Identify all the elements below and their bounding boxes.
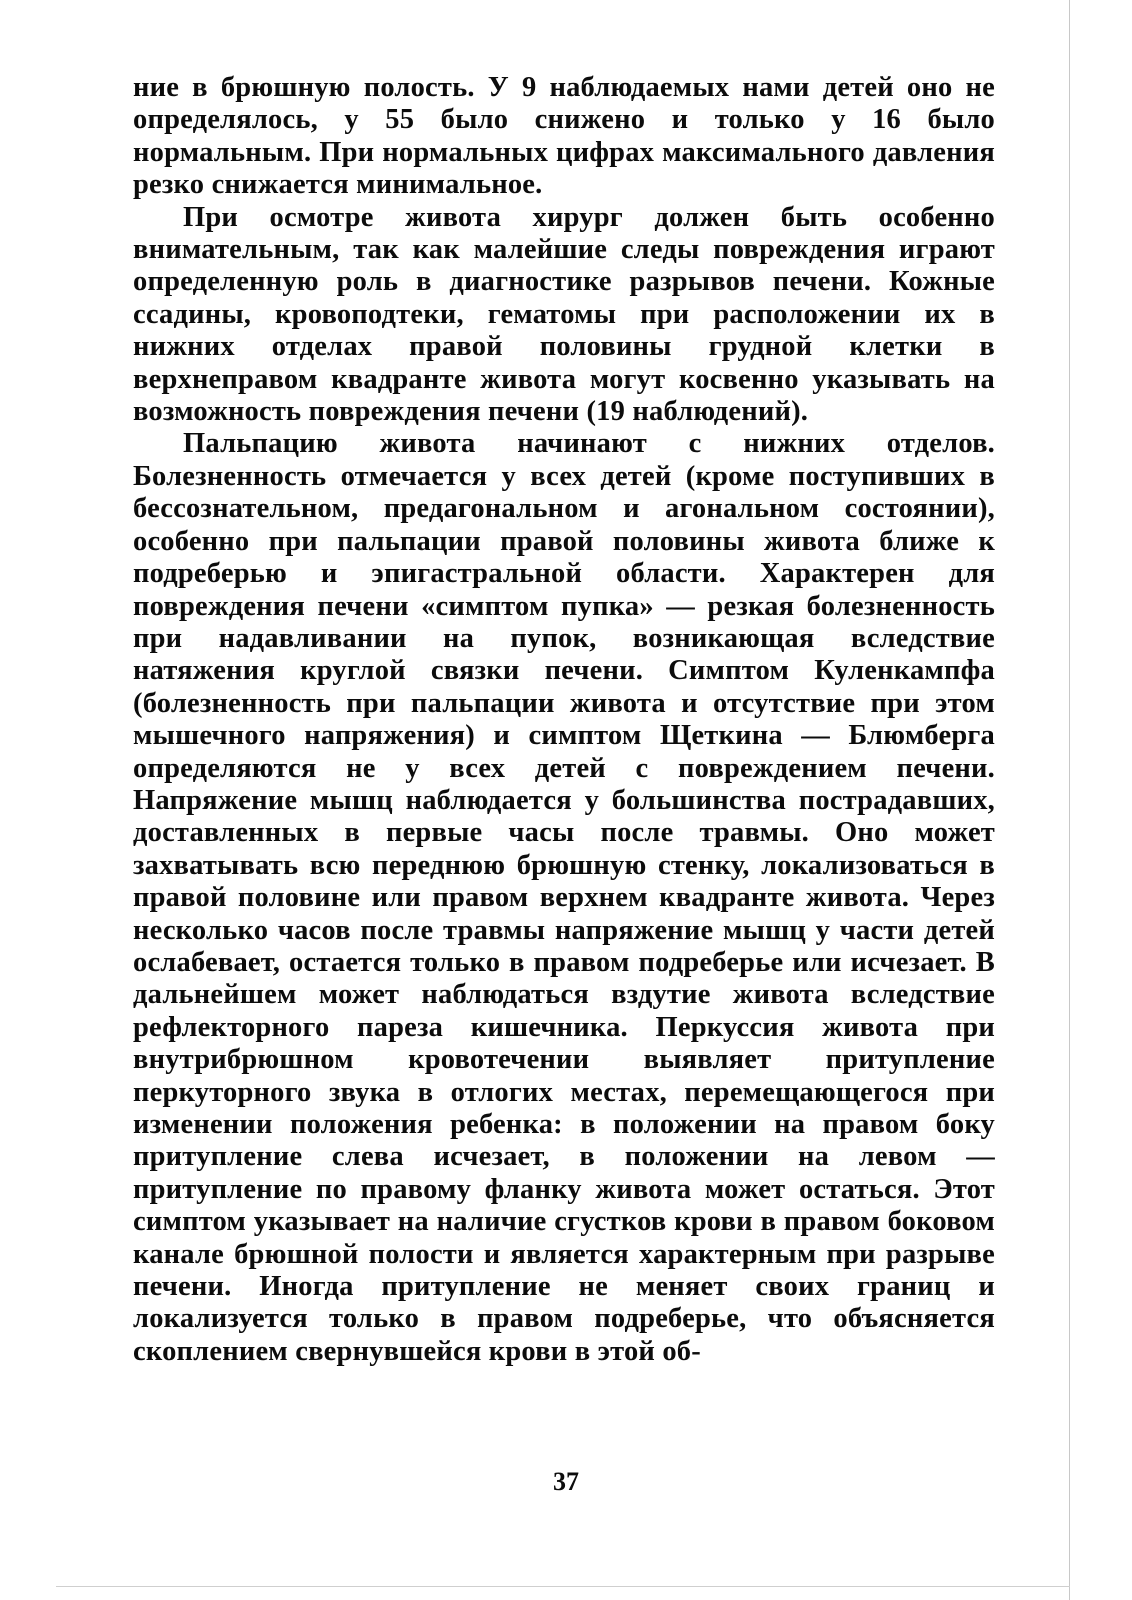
page-number: 37 — [553, 1467, 579, 1496]
scan-edge-right — [1069, 0, 1070, 1600]
page-body — [133, 72, 995, 1368]
scan-edge-bottom — [56, 1586, 1070, 1587]
paragraph-abdomen-palpation: Пальпацию живота начинают с нижних отделов. Болезненность отмечается у всех детей (кроме поступивших в бессознательном, предагональном и агональном состоянии), особенно при пальпации правой половины живота ближе к подреберью и эпигастральной области. Характерен для повреждения печени «симптом пупка» — резкая болезненность при надавливании на пупок, возникающая вследствие натяжения круглой связки печени. Симптом Куленкампфа (болезненность при пальпации живота и отсутствие при этом мышечного напряжения) и симптом Щеткина — Блюмберга определяются не у всех детей с повреждением печени. Напряжение мышц наблюдается у большинства пострадавших, доставленных в первые часы после травмы. Оно может захватывать всю переднюю брюшную стенку, локализоваться в правой половине или правом верхнем квадранте живота. Через несколько часов после травмы напряжение мышц у части детей ослабевает, остается только в правом подреберье или исчезает. В дальнейшем может наблюдаться вздутие живота вследствие рефлекторного пареза кишечника. Перкуссия живота при внутрибрюшном кровотечении выявляет притупление перкуторного звука в отлогих местах, перемещающегося при изменении положения ребенка: в положении на правом боку притупление слева исчезает, в положении на левом — притупление по правому фланку живота может остаться. Этот симптом указывает на наличие сгустков крови в правом боковом канале брюшной полости и является характерным при разрыве печени. Иногда притупление не меняет своих границ и локализуется только в правом подреберье, что объясняется скоплением свернувшейся крови в этой об- — [133, 428, 995, 1367]
paragraph-continuation: ние в брюшную полость. У 9 наблюдаемых нами детей оно не определялось, у 55 было снижено и только у 16 было нормальным. При нормальных цифрах максимального давления резко снижается минимальное. — [133, 72, 995, 201]
paragraph-abdomen-inspection: При осмотре живота хирург должен быть особенно внимательным, так как малейшие следы повреждения играют определенную роль в диагностике разрывов печени. Кожные ссадины, кровоподтеки, гематомы при расположении их в нижних отделах правой половины грудной клетки в верхнеправом квадранте живота могут косвенно указывать на возможность повреждения печени (19 наблюдений). — [133, 201, 995, 428]
